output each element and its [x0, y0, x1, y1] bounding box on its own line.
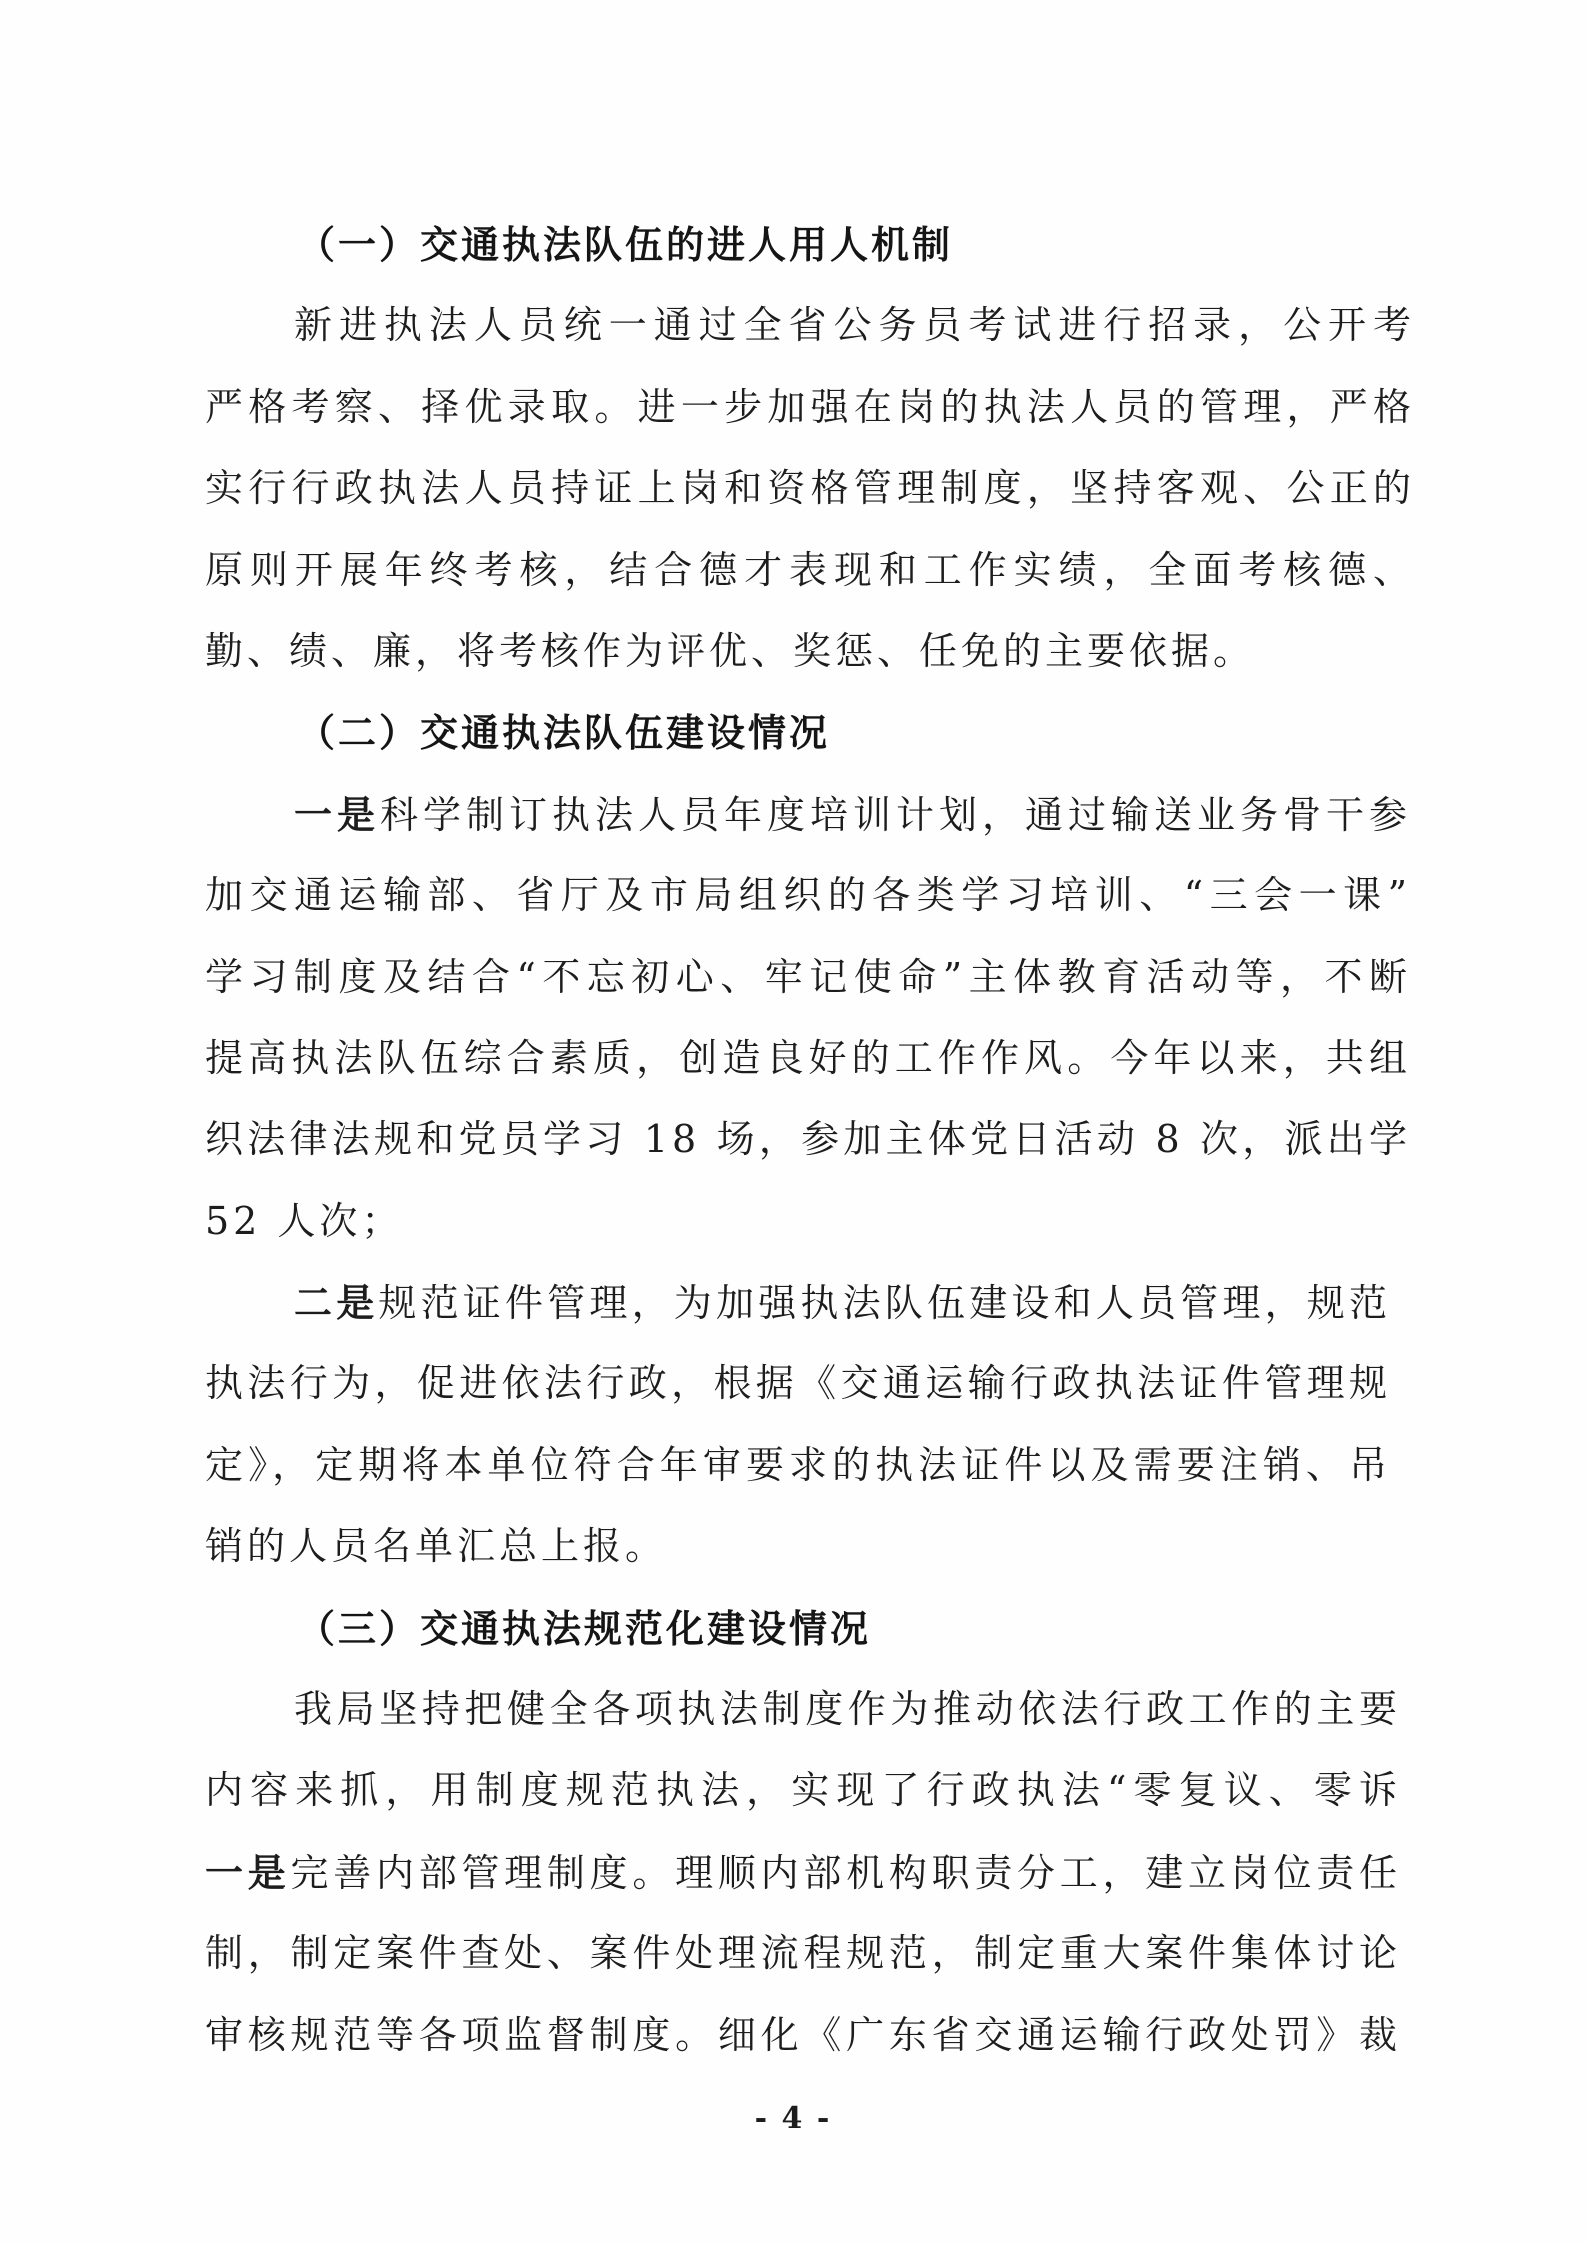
- text-line: 实行行政执法人员持证上岗和资格管理制度，坚持客观、公正的: [205, 466, 1415, 511]
- document-body: [205, 204, 1415, 2076]
- section-heading: （三）交通执法规范化建设情况: [297, 1605, 872, 1651]
- lead-phrase: 一是: [205, 1849, 291, 1895]
- lead-phrase: 一是: [294, 791, 380, 837]
- text-line-body: 完善内部管理制度。理顺内部机构职责分工，建立岗位责任: [290, 1850, 1401, 1895]
- text-line: 我局坚持把健全各项执法制度作为推动依法行政工作的主要: [294, 1687, 1401, 1732]
- text-line: 加交通运输部、省厅及市局组织的各类学习培训、“三会一课”: [205, 873, 1411, 918]
- section-heading: （一）交通执法队伍的进人用人机制: [297, 222, 954, 267]
- text-line: 审核规范等各项监督制度。细化《广东省交通运输行政处罚》裁: [205, 2012, 1401, 2057]
- paragraph: [205, 1262, 1391, 1588]
- text-line: 织法律法规和党员学习 18 场，参加主体党日活动 8 次，派出学: [205, 1117, 1411, 1162]
- text-line: 定》，定期将本单位符合年审要求的执法证件以及需要注销、吊: [205, 1442, 1391, 1487]
- text-line: 勤、绩、廉，将考核作为评优、奖惩、任免的主要依据。: [205, 628, 1256, 673]
- text-line: 制，制定案件查处、案件处理流程规范，制定重大案件集体讨论: [205, 1931, 1401, 1976]
- paragraph: [205, 1669, 1401, 2076]
- text-line-body: 科学制订执法人员年度培训计划，通过输送业务骨干参: [380, 792, 1411, 837]
- text-line-body: 规范证件管理，为加强执法队伍建设和人员管理，规范: [378, 1281, 1391, 1326]
- text-line: 严格考察、择优录取。进一步加强在岗的执法人员的管理，严格: [205, 384, 1415, 429]
- text-line: [205, 1262, 1391, 1343]
- lead-phrase: 二是: [294, 1280, 379, 1326]
- text-line: 新进执法人员统一通过全省公务员考试进行招录，公开考: [294, 303, 1415, 348]
- page-number: - 4 -: [754, 2101, 832, 2136]
- section-heading: （二）交通执法队伍建设情况: [297, 710, 831, 756]
- text-line: [205, 1832, 1401, 1913]
- text-line: 学习制度及结合“不忘初心、牢记使命”主体教育活动等，不断: [205, 954, 1411, 999]
- text-line: 内容来抓，用制度规范执法，实现了行政执法“零复议、零诉: [205, 1768, 1401, 1813]
- text-line: 执法行为，促进依法行政，根据《交通运输行政执法证件管理规: [205, 1361, 1391, 1406]
- text-line: [205, 774, 1411, 855]
- paragraph: [205, 285, 1415, 692]
- paragraph: [205, 774, 1411, 1262]
- text-line: 52 人次；: [205, 1198, 404, 1243]
- text-line: 提高执法队伍综合素质，创造良好的工作作风。今年以来，共组: [205, 1035, 1411, 1080]
- text-line: 原则开展年终考核，结合德才表现和工作实绩，全面考核德、: [205, 547, 1415, 592]
- text-line: 销的人员名单汇总上报。: [205, 1524, 668, 1569]
